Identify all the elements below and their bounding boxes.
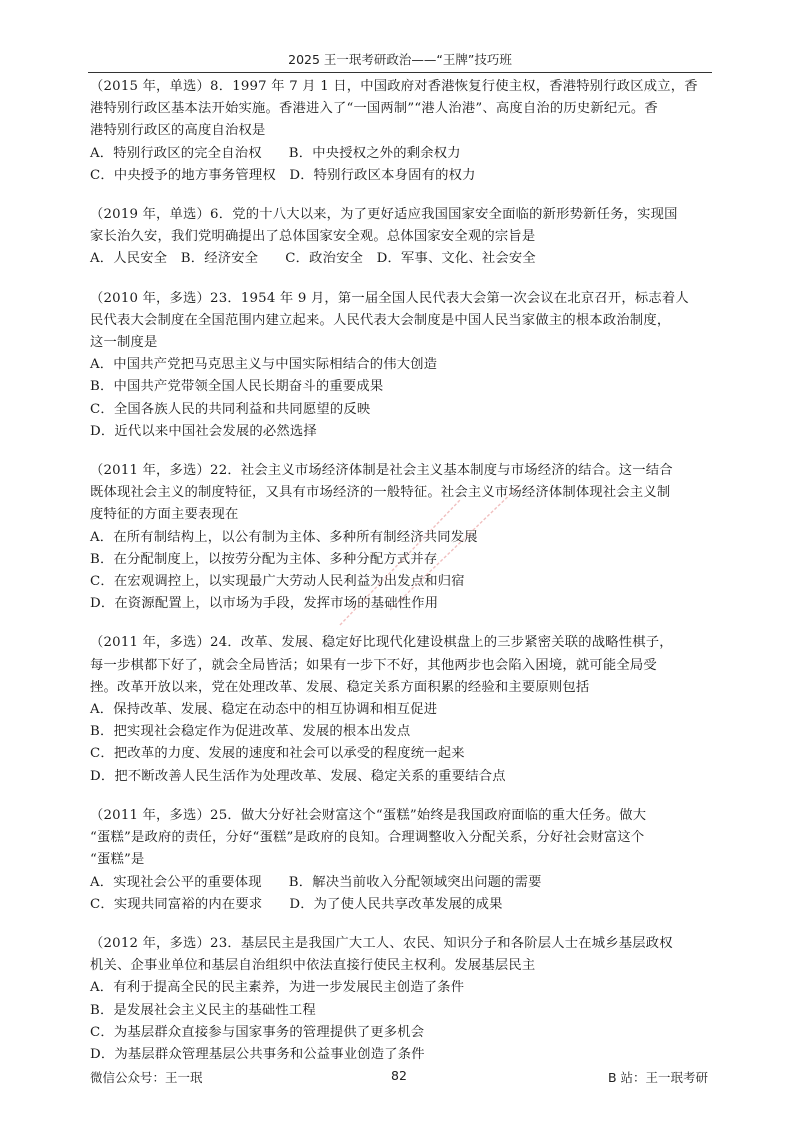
answer-option: A．在所有制结构上，以公有制为主体、多种所有制经济共同发展	[90, 529, 478, 545]
answer-option: A．中国共产党把马克思主义与中国实际相结合的伟大创造	[90, 357, 438, 373]
question-block	[90, 805, 712, 916]
answer-option: A．人民安全 B．经济安全 C．政治安全 D．军事、文化、社会安全	[90, 251, 536, 267]
answer-option: B．在分配制度上，以按劳分配为主体、多种分配方式并存	[90, 551, 438, 567]
page-number: 82	[391, 1068, 407, 1083]
question-text-line: 既体现社会主义的制度特征，又具有市场经济的一般特征。社会主义市场经济体制体现社会主义制	[90, 485, 671, 501]
question-text-line: （2010 年，多选）23．1954 年 9 月，第一届全国人民代表大会第一次会议在北京召开，标志着人	[90, 290, 689, 306]
question-text-line: （2011 年，多选）24．改革、发展、稳定好比现代化建设棋盘上的三步紧密关联的战略性棋子，	[90, 635, 673, 651]
question-text-line: 港特别行政区的高度自治权是	[90, 123, 266, 139]
question-text-line: “蛋糕”是政府的责任，分好“蛋糕”是政府的良知。合理调整收入分配关系，分好社会财富这个	[90, 830, 645, 846]
question-list	[90, 76, 712, 1083]
answer-option: C．中央授予的地方事务管理权 D．特别行政区本身固有的权力	[90, 167, 476, 183]
answer-option: C．在宏观调控上，以实现最广大劳动人民利益为出发点和归宿	[90, 574, 465, 590]
answer-option: C．为基层群众直接参与国家事务的管理提供了更多机会	[90, 1024, 425, 1040]
question-block	[90, 460, 712, 615]
answer-option: B．是发展社会主义民主的基础性工程	[90, 1002, 316, 1018]
question-text-line: 港特别行政区基本法开始实施。香港进入了“一国两制”“港人治港”、高度自治的历史新纪元。香	[90, 101, 658, 117]
footer-bilibili: B 站：王一珉考研	[607, 1070, 708, 1085]
question-block	[90, 204, 712, 271]
page-header	[88, 50, 712, 73]
answer-option: D．在资源配置上，以市场为手段，发挥市场的基础性作用	[90, 596, 439, 612]
answer-option: B．把实现社会稳定作为促进改革、发展的根本出发点	[90, 724, 411, 740]
question-text-line: （2015 年，单选）8．1997 年 7 月 1 日，中国政府对香港恢复行使主权，香港特别行政区成立，香	[90, 79, 698, 94]
question-block	[90, 288, 712, 443]
header-title: 2025 王一珉考研政治——“王牌”技巧班	[288, 52, 512, 67]
answer-option: D．近代以来中国社会发展的必然选择	[90, 423, 317, 439]
answer-option: A．有利于提高全民的民主素养，为进一步发展民主创造了条件	[90, 980, 465, 996]
question-block	[90, 933, 712, 1066]
question-text-line: 每一步棋都下好了，就会全局皆活；如果有一步下不好，其他两步也会陷入困境，就可能全局受	[90, 657, 657, 673]
page-footer	[90, 1068, 708, 1088]
answer-option: B．中国共产党带领全国人民长期奋斗的重要成果	[90, 379, 384, 395]
answer-option: C．把改革的力度、发展的速度和社会可以承受的程度统一起来	[90, 746, 465, 762]
question-text-line: （2011 年，多选）25．做大分好社会财富这个“蛋糕”始终是我国政府面临的重大任务。做大	[90, 807, 647, 823]
question-text-line: 度特征的方面主要表现在	[90, 507, 239, 523]
question-text-line: 这一制度是	[90, 335, 158, 351]
answer-option: A．特别行政区的完全自治权 B．中央授权之外的剩余权力	[90, 145, 461, 161]
question-text-line: 机关、企事业单位和基层自治组织中依法直接行使民主权利。发展基层民主	[90, 958, 536, 974]
question-text-line: （2019 年，单选）6．党的十八大以来，为了更好适应我国国家安全面临的新形势新任务，实现国	[90, 207, 678, 223]
question-block	[90, 632, 712, 787]
question-text-line: （2011 年，多选）22．社会主义市场经济体制是社会主义基本制度与市场经济的结合。这一结合	[90, 463, 673, 479]
answer-option: D．为基层群众管理基层公共事务和公益事业创造了条件	[90, 1046, 425, 1062]
answer-option: C．全国各族人民的共同利益和共同愿望的反映	[90, 401, 371, 417]
question-block	[90, 76, 712, 187]
answer-option: D．把不断改善人民生活作为处理改革、发展、稳定关系的重要结合点	[90, 768, 506, 784]
question-text-line: “蛋糕”是	[90, 852, 145, 868]
answer-option: A．保持改革、发展、稳定在动态中的相互协调和相互促进	[90, 702, 438, 718]
question-text-line: 家长治久安，我们党明确提出了总体国家安全观。总体国家安全观的宗旨是	[90, 229, 536, 245]
answer-option: A．实现社会公平的重要体现 B．解决当前收入分配领域突出问题的需要	[90, 874, 542, 890]
question-text-line: （2012 年，多选）23．基层民主是我国广大工人、农民、知识分子和各阶层人士在城乡基层政权	[90, 935, 673, 951]
footer-wechat: 微信公众号：王一珉	[90, 1070, 203, 1085]
answer-option: C．实现共同富裕的内在要求 D．为了使人民共享改革发展的成果	[90, 896, 503, 912]
question-text-line: 挫。改革开放以来，党在处理改革、发展、稳定关系方面积累的经验和主要原则包括	[90, 679, 590, 695]
question-text-line: 民代表大会制度在全国范围内建立起来。人民代表大会制度是中国人民当家做主的根本政治制度，	[90, 312, 671, 328]
